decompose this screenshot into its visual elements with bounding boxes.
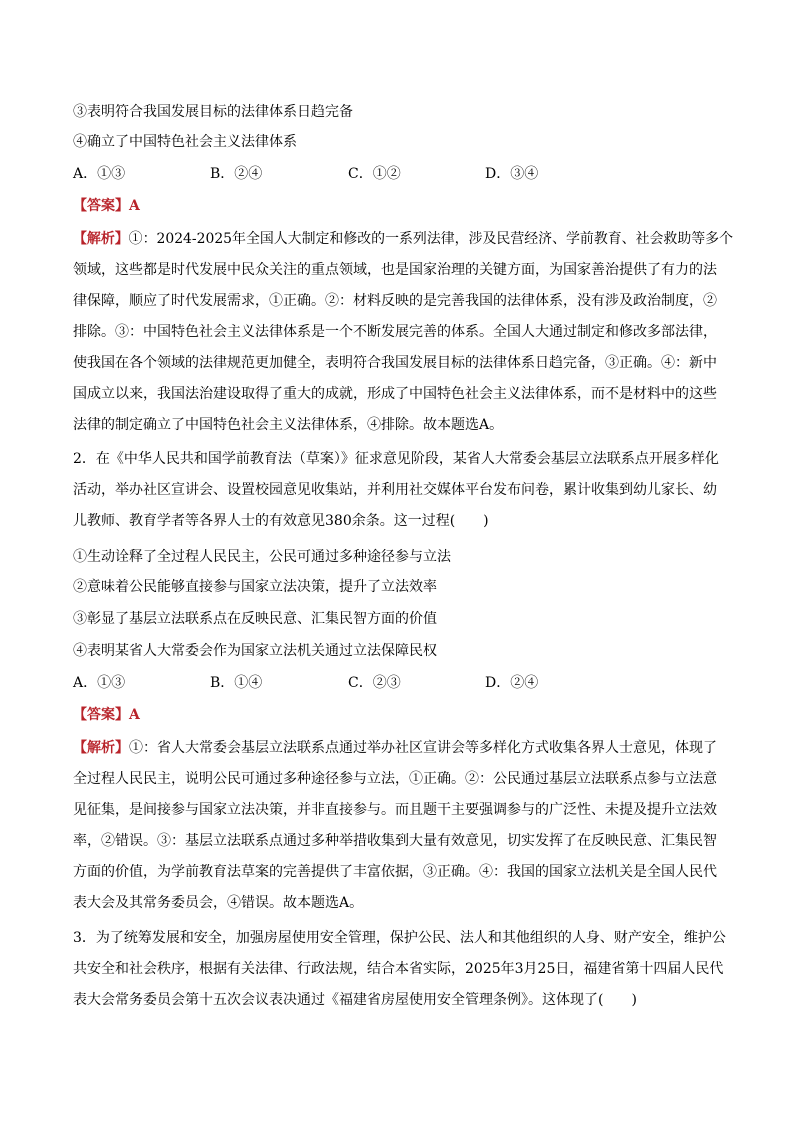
q2-analysis-line: 率，②错误。③：基层立法联系点通过多种举措收集到大量有效意见，切实发挥了在反映民意、汇集民智 <box>73 833 717 849</box>
q1-analysis-line: 使我国在各个领域的法律规范更加健全，表明符合我国发展目标的法律体系日趋完备，③正确。④：新中 <box>73 355 717 371</box>
q1-analysis-line: 律保障，顺应了时代发展需求，①正确。②：材料反映的是完善我国的法律体系，没有涉及政治制度，② <box>73 293 717 309</box>
q2-statement-4: ④表明某省人大常委会作为国家立法机关通过立法保障民权 <box>73 643 437 659</box>
q2-analysis-line <box>73 738 733 758</box>
analysis-text: ①：2024-2025年全国人大制定和修改的一系列法律，涉及民营经济、学前教育、社会救助等多个 <box>128 231 733 247</box>
answer-value: A <box>129 198 140 214</box>
q1-option-b: B．②④ <box>210 166 263 182</box>
q1-statement-3: ③表明符合我国发展目标的法律体系日趋完备 <box>73 104 353 120</box>
q2-option-b: B．①④ <box>210 675 263 691</box>
q2-option-c: C．②③ <box>348 675 401 691</box>
answer-value: A <box>129 707 140 723</box>
q2-analysis-line: 见征集，是间接参与国家立法决策，并非直接参与。而且题干主要强调参与的广泛性、未提及提升立法效 <box>73 802 717 818</box>
answer-tag: 【答案】 <box>73 707 129 723</box>
q3-stem-line: 3．为了统筹发展和安全，加强房屋使用安全管理，保护公民、法人和其他组织的人身、财产安全，维护公 <box>73 930 726 946</box>
analysis-tag: 【解析】 <box>73 740 129 756</box>
q1-answer <box>73 196 733 216</box>
q1-analysis-line <box>73 229 733 249</box>
q3-stem-line: 表大会常务委员会第十五次会议表决通过《福建省房屋使用安全管理条例》。这体现了( ) <box>73 992 637 1008</box>
q2-answer <box>73 705 733 725</box>
q1-analysis-line: 排除。③：中国特色社会主义法律体系是一个不断发展完善的体系。全国人大通过制定和修改多部法律， <box>73 324 717 340</box>
q1-option-c: C．①② <box>348 166 401 182</box>
q2-analysis-line: 全过程人民民主，说明公民可通过多种途径参与立法，①正确。②：公民通过基层立法联系点参与立法意 <box>73 771 717 787</box>
q1-option-a: A．①③ <box>73 166 126 182</box>
q2-analysis-line: 方面的价值，为学前教育法草案的完善提供了丰富依据，③正确。④：我国的国家立法机关是全国人民代 <box>73 864 717 880</box>
q3-stem-line: 共安全和社会秩序，根据有关法律、行政法规，结合本省实际，2025年3月25日，福建省第十四届人民代 <box>73 961 724 977</box>
q2-statement-1: ①生动诠释了全过程人民民主，公民可通过多种途径参与立法 <box>73 549 451 565</box>
q2-analysis-line: 表大会及其常务委员会，④错误。故本题选A。 <box>73 895 364 911</box>
analysis-tag: 【解析】 <box>73 231 129 247</box>
q2-option-a: A．①③ <box>73 675 126 691</box>
q2-stem-line: 活动，举办社区宣讲会、设置校园意见收集站，并利用社交媒体平台发布问卷，累计收集到幼儿家长、幼 <box>73 482 717 498</box>
q2-option-d: D．②④ <box>485 675 539 691</box>
q1-statement-4: ④确立了中国特色社会主义法律体系 <box>73 134 297 150</box>
analysis-text: ①：省人大常委会基层立法联系点通过举办社区宣讲会等多样化方式收集各界人士意见，体现了 <box>129 740 717 756</box>
q2-stem-line: 儿教师、教育学者等各界人士的有效意见380余条。这一过程( ) <box>73 513 489 529</box>
q1-option-d: D．③④ <box>485 166 539 182</box>
q1-analysis-line: 国成立以来，我国法治建设取得了重大的成就，形成了中国特色社会主义法律体系，而不是材料中的这些 <box>73 386 717 402</box>
q1-analysis-line: 领域，这些都是时代发展中民众关注的重点领域，也是国家治理的关键方面，为国家善治提供了有力的法 <box>73 262 717 278</box>
answer-tag: 【答案】 <box>73 198 129 214</box>
q1-analysis-line: 法律的制定确立了中国特色社会主义法律体系，④排除。故本题选A。 <box>73 417 504 433</box>
q2-stem-line: 2．在《中华人民共和国学前教育法（草案）》征求意见阶段，某省人大常委会基层立法联系点开展多样化 <box>73 451 719 467</box>
q2-statement-3: ③彰显了基层立法联系点在反映民意、汇集民智方面的价值 <box>73 611 437 627</box>
q2-statement-2: ②意味着公民能够直接参与国家立法决策，提升了立法效率 <box>73 579 437 595</box>
